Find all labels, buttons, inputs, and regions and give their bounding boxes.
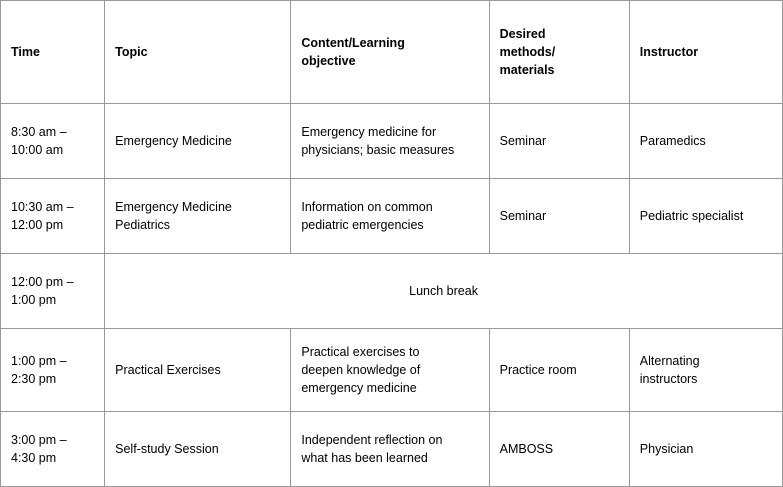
cell-instructor [629, 179, 782, 254]
cell-instructor-line2: instructors [639, 372, 698, 386]
column-header-methods [489, 1, 629, 104]
cell-methods [489, 179, 629, 254]
column-header-content-line1: Content/Learning [301, 35, 405, 50]
column-header-methods-line1: Desired [499, 26, 546, 41]
column-header-content-line2: objective [301, 54, 356, 68]
cell-time [1, 254, 105, 329]
cell-content-line2: pediatric emergencies [301, 218, 424, 232]
cell-topic [105, 412, 291, 487]
cell-content-line1: Information on common [301, 199, 433, 214]
cell-time [1, 329, 105, 412]
table-row [1, 412, 783, 487]
cell-time-line1: 10:30 am – [11, 199, 74, 214]
cell-content-line3: emergency medicine [301, 381, 417, 396]
column-header-time-label: Time [11, 44, 40, 59]
cell-topic [105, 179, 291, 254]
cell-time-line2: 1:00 pm [11, 293, 57, 307]
cell-methods-text: Seminar [499, 133, 547, 148]
cell-topic-text: Practical Exercises [115, 362, 221, 377]
cell-methods [489, 329, 629, 412]
cell-time-line2: 12:00 pm [11, 218, 64, 232]
cell-content [291, 179, 489, 254]
cell-content-line1: Emergency medicine for [301, 124, 437, 139]
cell-time [1, 179, 105, 254]
cell-methods-text: Seminar [499, 208, 547, 223]
cell-time [1, 412, 105, 487]
cell-methods-text: AMBOSS [499, 441, 554, 456]
column-header-content [291, 1, 489, 104]
column-header-time [1, 1, 105, 104]
column-header-methods-line3: materials [499, 63, 555, 78]
table-row [1, 179, 783, 254]
cell-time-line1: 3:00 pm – [11, 432, 67, 447]
table-row [1, 104, 783, 179]
column-header-instructor-label: Instructor [639, 44, 699, 59]
column-header-topic [105, 1, 291, 104]
cell-instructor [629, 412, 782, 487]
cell-topic [105, 329, 291, 412]
cell-content [291, 329, 489, 412]
cell-instructor [629, 329, 782, 412]
cell-instructor-text: Paramedics [639, 133, 706, 148]
cell-content-line1: Independent reflection on [301, 432, 443, 447]
cell-content-line2: deepen knowledge of [301, 362, 421, 377]
cell-instructor [629, 104, 782, 179]
cell-time-line1: 8:30 am – [11, 124, 67, 139]
cell-time-line1: 12:00 pm – [11, 274, 74, 289]
cell-instructor-text: Pediatric specialist [639, 208, 744, 223]
cell-topic-text: Emergency Medicine [115, 133, 232, 148]
cell-methods [489, 412, 629, 487]
column-header-topic-label: Topic [115, 44, 148, 59]
cell-content-line2: physicians; basic measures [301, 143, 455, 157]
cell-topic-text: Self-study Session [115, 441, 219, 456]
cell-content-line2: what has been learned [301, 451, 428, 465]
cell-content [291, 412, 489, 487]
cell-instructor-line1: Alternating [639, 353, 700, 368]
cell-topic-line1: Emergency Medicine [115, 199, 232, 214]
cell-time-line1: 1:00 pm – [11, 353, 67, 368]
column-header-methods-line2: methods/ [499, 44, 556, 59]
cell-topic [105, 104, 291, 179]
cell-time-line2: 10:00 am [11, 143, 64, 157]
cell-time-line2: 2:30 pm [11, 372, 57, 386]
table-header-row [1, 1, 783, 104]
cell-topic-line2: Pediatrics [115, 218, 171, 232]
cell-content [291, 104, 489, 179]
column-header-instructor [629, 1, 782, 104]
cell-content-line1: Practical exercises to [301, 344, 420, 359]
cell-instructor-text: Physician [639, 441, 694, 456]
cell-methods [489, 104, 629, 179]
cell-time [1, 104, 105, 179]
cell-lunch-break [105, 254, 783, 329]
table-row-lunch [1, 254, 783, 329]
cell-methods-text: Practice room [499, 362, 577, 377]
cell-lunch-break-text: Lunch break [409, 283, 478, 298]
table-row [1, 329, 783, 412]
cell-time-line2: 4:30 pm [11, 451, 57, 465]
